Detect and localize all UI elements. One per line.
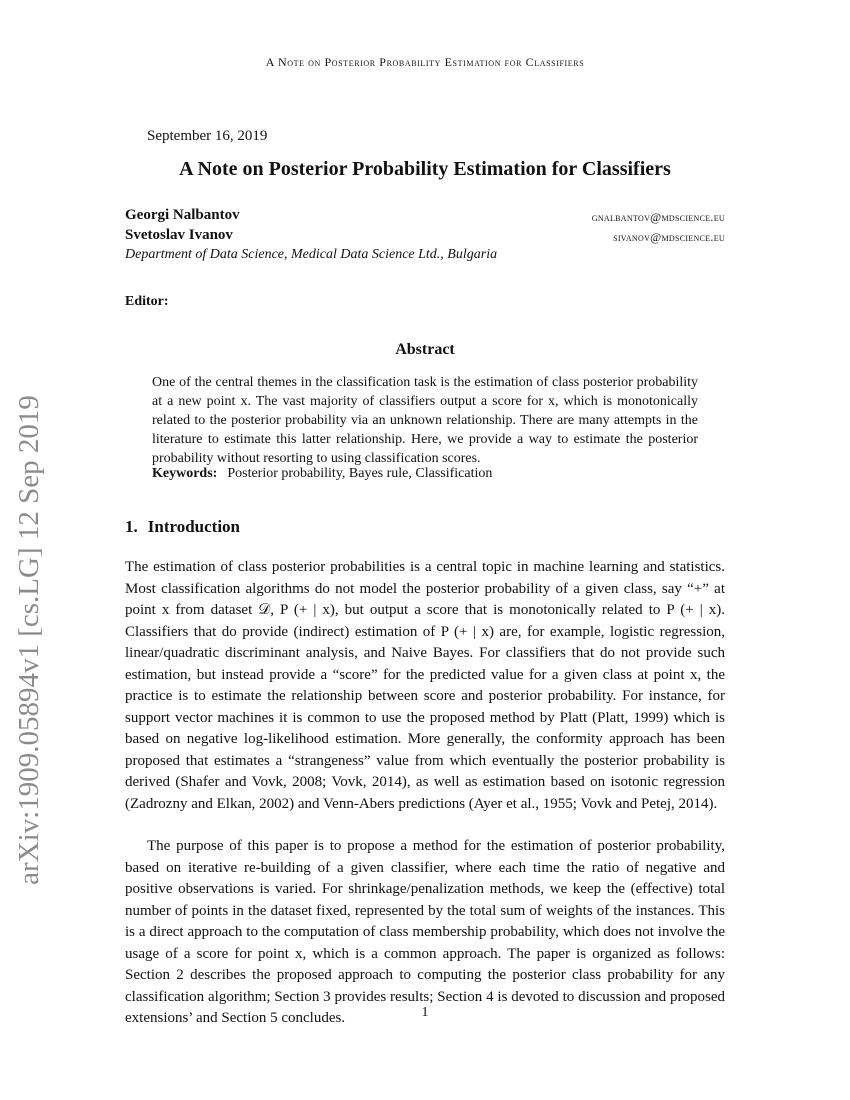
keywords-text: Posterior probability, Bayes rule, Classification [227,466,493,481]
running-head: A Note on Posterior Probability Estimation for Classifiers [265,55,585,69]
author-email-2[interactable]: sivanov@mdscience.eu [613,230,725,244]
page-number: 1 [421,1005,429,1020]
author-name-2: Svetoslav Ivanov [125,227,233,243]
abstract-text: One of the central themes in the classification task is the estimation of class posterior probability at a new point x. The vast majority of classifiers output a score for x, which is monotonically related to the posterior probability via an unknown relationship. There are many attempts in the literature to estimate this latter relationship. Here, we provide a way to estimate the posterior probability without resorting to using classification scores. [152,375,698,466]
keywords-label: Keywords: [152,466,218,481]
author-affiliation: Department of Data Science, Medical Data Science Ltd., Bulgaria [125,247,498,262]
section-title: Introduction [147,517,241,536]
author-email-1[interactable]: gnalbantov@mdscience.eu [591,210,725,224]
keywords-line [152,466,492,482]
section-heading-introduction [125,517,240,537]
paper-date: September 16, 2019 [147,128,268,144]
body-paragraph-2: The purpose of this paper is to propose a method for the estimation of posterior probability, based on iterative re-building of a given classifier, where each time the ratio of negative and positive observations is varied. For shrinkage/penalization methods, we keep the (effective) total number of points in the dataset fixed, represented by the total sum of weights of the instances. This is a direct approach to the computation of class membership probability, which does not involve the usage of a score for point x, which is a common approach. The paper is organized as follows: Section 2 describes the proposed approach to computing the posterior class probability for any classification algorithm; Section 3 provides results; Section 4 is devoted to discussion and proposed extensions’ and Section 5 concludes. [125,838,725,1026]
body-paragraph-1: The estimation of class posterior probabilities is a central topic in machine learning and statistics. Most classification algorithms do not model the posterior probability of a given class, say “+” at point x from dataset 𝒟, P (+ | x), but output a score that is monotonically related to P (+ | x). Classifiers that do provide (indirect) estimation of P (+ | x) are, for example, logistic regression, linear/quadratic discriminant analysis, and Naive Bayes. For classifiers that do not provide such estimation, but instead provide a “score” for the predicted value for a given class at point x, the practice is to estimate the relationship between score and posterior probability. For instance, for support vector machines it is common to use the proposed method by Platt (Platt, 1999) which is based on negative log-likelihood estimation. More generally, the conformity approach has been proposed that estimates a “strangeness” value from which eventually the posterior probability is derived (Shafer and Vovk, 2008; Vovk, 2014), as well as estimation based on isotonic regression (Zadrozny and Elkan, 2002) and Venn-Abers predictions (Ayer et al., 1955; Vovk and Petej, 2014). [125,559,725,812]
section-number: 1. [125,517,138,536]
author-name-1: Georgi Nalbantov [125,207,240,223]
abstract-heading: Abstract [395,341,455,358]
arxiv-identifier-stamp[interactable]: arXiv:1909.05894v1 [cs.LG] 12 Sep 2019 [13,395,45,885]
paper-title: A Note on Posterior Probability Estimation for Classifiers [179,158,671,180]
editor-label: Editor: [125,294,169,309]
